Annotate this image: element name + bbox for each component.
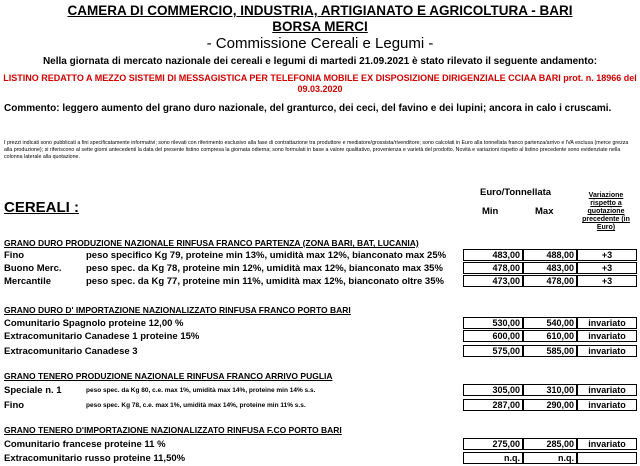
price-variation: invariato bbox=[577, 384, 637, 396]
price-variation: invariato bbox=[577, 438, 637, 450]
row-spec: peso spec. da Kg 77, proteine min 11%, umidità max 12%, bianconato oltre 35% bbox=[86, 276, 444, 287]
row-name: Comunitario francese proteine 11 % bbox=[4, 439, 166, 450]
page-title: CAMERA DI COMMERCIO, INDUSTRIA, ARTIGIANATO E AGRICOLTURA - BARI bbox=[67, 3, 573, 18]
min-price: 287,00 bbox=[463, 399, 523, 411]
notice-line-1: LISTINO REDATTO A MEZZO SISTEMI DI MESSAGISTICA PER TELEFONIA MOBILE EX DISPOSIZIONE DIRIGENZIALE CCIAA BARI prot. n. 18966 del bbox=[3, 73, 637, 83]
group-title: GRANO DURO PRODUZIONE NAZIONALE RINFUSA FRANCO PARTENZA (ZONA BARI, BAT, LUCANIA) bbox=[4, 238, 419, 248]
market-comment: Commento: leggero aumento del grano duro nazionale, del granturco, dei ceci, del favino e dei lupini; ancora in calo i cruscami. bbox=[4, 103, 612, 114]
row-spec: peso spec. da Kg 80, c.e. max 1%, umidità max 14%, proteine min 14% s.s. bbox=[86, 387, 316, 394]
table-row bbox=[4, 400, 632, 412]
group-title: GRANO DURO D' IMPORTAZIONE NAZIONALIZZATO RINFUSA FRANCO PORTO BARI bbox=[4, 305, 351, 315]
min-price: 305,00 bbox=[463, 384, 523, 396]
table-row bbox=[4, 276, 632, 288]
row-spec: peso spec. Kg 78, c.e. max 1%, umidità max 14%, proteine min 11% s.s. bbox=[86, 402, 306, 409]
min-price: 275,00 bbox=[463, 438, 523, 450]
row-spec: peso specifico Kg 79, proteine min 13%, umidità max 12%, bianconato max 25% bbox=[86, 250, 447, 261]
row-name: Extracomunitario Canadese 1 proteine 15% bbox=[4, 331, 200, 342]
min-column-header: Min bbox=[482, 206, 499, 217]
min-price: 575,00 bbox=[463, 345, 523, 357]
price-variation: invariato bbox=[577, 399, 637, 411]
max-price: 290,00 bbox=[523, 399, 577, 411]
row-name: Comunitario Spagnolo proteine 12,00 % bbox=[4, 318, 184, 329]
price-variation: invariato bbox=[577, 330, 637, 342]
price-variation: invariato bbox=[577, 345, 637, 357]
table-row bbox=[4, 250, 632, 262]
row-name: Extracomunitario russo proteine 11,50% bbox=[4, 453, 186, 464]
max-price: 310,00 bbox=[523, 384, 577, 396]
notice-line-2: 09.03.2020 bbox=[297, 84, 343, 94]
min-price: 600,00 bbox=[463, 330, 523, 342]
table-row bbox=[4, 263, 632, 275]
row-name: Speciale n. 1 bbox=[4, 385, 62, 396]
commission-title: - Commissione Cereali e Legumi - bbox=[206, 35, 434, 52]
max-price: 478,00 bbox=[523, 275, 577, 287]
price-variation bbox=[577, 452, 637, 464]
row-name: Extracomunitario Canadese 3 bbox=[4, 346, 138, 357]
max-price: n.q. bbox=[523, 452, 577, 464]
max-price: 540,00 bbox=[523, 317, 577, 329]
group-title: GRANO TENERO PRODUZIONE NAZIONALE RINFUSA FRANCO ARRIVO PUGLIA bbox=[4, 371, 333, 381]
max-price: 488,00 bbox=[523, 249, 577, 261]
section-title: CEREALI : bbox=[4, 199, 79, 216]
table-row bbox=[4, 385, 632, 397]
table-row bbox=[4, 453, 632, 465]
unit-label: Euro/Tonnellata bbox=[480, 187, 552, 198]
max-price: 585,00 bbox=[523, 345, 577, 357]
row-name: Buono Merc. bbox=[4, 263, 62, 274]
min-price: 483,00 bbox=[463, 249, 523, 261]
price-variation: invariato bbox=[577, 317, 637, 329]
max-column-header: Max bbox=[535, 206, 554, 217]
table-row bbox=[4, 318, 632, 330]
price-variation: +3 bbox=[577, 262, 637, 274]
min-price: n.q. bbox=[463, 452, 523, 464]
intro-text: Nella giornata di mercato nazionale dei cereali e legumi di martedi 21.09.2021 è stato rilevato il seguente andamento: bbox=[42, 56, 598, 67]
max-price: 285,00 bbox=[523, 438, 577, 450]
disclaimer-text: I prezzi indicati sono pubblicati a fini specificatamente informativi; sono rilevati con riferimento esclusivo alla fase di contrattazione tra produttore e mediatore/grossista/rivenditore; sono calcolati in Euro alla tonnellata franco partenza/arrivo e IVA esclusa (merce grezza alla produzione); si riferiscono al sette giorni antecedenti la data del presente listino compresa la giornata odierna; sono formulati in base a valore qualitativo, provenienza e varietà del prodotto. Novità e variazioni rispetto al listino precedente sono evidenziate nella colonna laterale alla quotazione. bbox=[4, 140, 629, 160]
price-variation: +3 bbox=[577, 275, 637, 287]
group-title: GRANO TENERO D'IMPORTAZIONE NAZIONALIZZATO RINFUSA F.CO PORTO BARI bbox=[4, 425, 342, 435]
row-name: Mercantile bbox=[4, 276, 51, 287]
min-price: 478,00 bbox=[463, 262, 523, 274]
variation-column-header: Variazione rispetto a quotazione precedente (in Euro) bbox=[582, 192, 630, 231]
table-row bbox=[4, 331, 632, 343]
min-price: 530,00 bbox=[463, 317, 523, 329]
row-spec: peso spec. da Kg 78, proteine min 12%, umidità max 12%, bianconato max 35% bbox=[86, 263, 443, 274]
table-row bbox=[4, 346, 632, 358]
max-price: 483,00 bbox=[523, 262, 577, 274]
max-price: 610,00 bbox=[523, 330, 577, 342]
table-row bbox=[4, 439, 632, 451]
row-name: Fino bbox=[4, 400, 25, 411]
price-variation: +3 bbox=[577, 249, 637, 261]
min-price: 473,00 bbox=[463, 275, 523, 287]
row-name: Fino bbox=[4, 250, 25, 261]
page-subtitle: BORSA MERCI bbox=[272, 19, 368, 34]
